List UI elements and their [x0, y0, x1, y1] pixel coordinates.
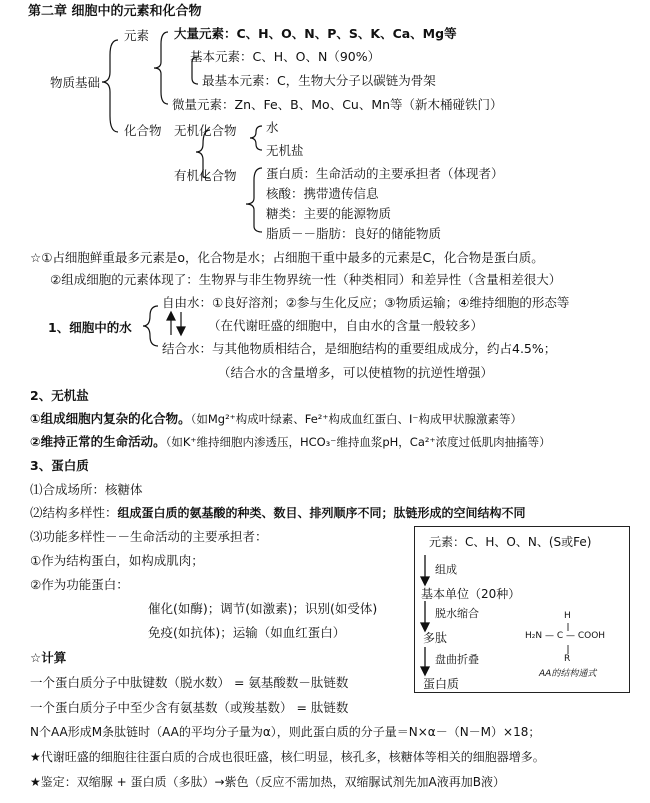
trace-elements: 微量元素：Zn、Fe、B、Mo、Cu、Mn等（新木桶碰铁门） — [172, 97, 503, 112]
calc-eq-2: 一个蛋白质分子中至少含有氨基数（或羧基数） = 肽链数 — [30, 700, 349, 715]
protein-diversity — [30, 505, 526, 521]
water-item: 水 — [266, 120, 279, 135]
salt-item: 无机盐 — [266, 143, 304, 158]
salt-line-2-detail: （如K⁺维持细胞内渗透压，HCO₃⁻维持血浆pH，Ca²⁺浓度过低肌肉抽搐等） — [165, 435, 551, 449]
functional-protein: ②作为功能蛋白： — [30, 577, 129, 592]
protein-function: ⑶功能多样性－－生命活动的主要承担者： — [30, 529, 268, 544]
salt-line-2-title: ②维持正常的生命活动。 — [30, 434, 166, 449]
formula-r: R — [564, 654, 571, 664]
box-dehydrate: 脱水缩合 — [435, 607, 479, 620]
tree-compounds: 化合物 — [124, 123, 162, 138]
free-water-note: （在代谢旺盛的细胞中，自由水的含量一般较多） — [208, 318, 484, 333]
formula-caption: AA的结构通式 — [539, 669, 597, 679]
salt-line-1 — [30, 411, 522, 427]
function-row-2: 免疫(如抗体)；运输（如血红蛋白） — [148, 625, 346, 640]
basic-elements: 基本元素：C、H、O、N（90%） — [190, 49, 381, 64]
protein-item: 蛋白质：生命活动的主要承担者（体现者） — [266, 166, 504, 181]
calc-heading: ☆计算 — [30, 650, 67, 665]
diversity-label: ⑵结构多样性： — [30, 505, 118, 520]
tree-elements: 元素 — [124, 28, 150, 43]
calc-identify: ★鉴定：双缩脲 + 蛋白质（多肽）→紫色（反应不需加热，双缩脲试剂先加A液再加B液） — [30, 775, 505, 789]
major-elements: 大量元素：C、H、O、N、P、S、K、Ca、Mg等 — [174, 26, 457, 41]
lipid-item: 脂质－－脂肪：良好的储能物质 — [266, 226, 442, 241]
calc-eq-1: 一个蛋白质分子中肽键数（脱水数） = 氨基酸数－肽链数 — [30, 675, 349, 690]
box-peptide: 多肽 — [423, 631, 448, 645]
salt-heading: 2、无机盐 — [30, 388, 89, 403]
structural-protein: ①作为结构蛋白，如构成肌肉； — [30, 553, 204, 568]
formula-main: H₂N — C — COOH — [525, 631, 606, 641]
box-compose: 组成 — [435, 563, 457, 576]
sugar-item: 糖类：主要的能源物质 — [266, 206, 392, 221]
free-water: 自由水：①良好溶剂；②参与生化反应；③物质运输；④维持细胞的形态等 — [162, 295, 570, 310]
protein-structure-box — [414, 526, 630, 693]
function-row-1: 催化(如酶)；调节(如激素)；识别(如受体) — [148, 601, 378, 616]
water-heading: 1、细胞中的水 — [48, 320, 132, 335]
chapter-title: 第二章 细胞中的元素和化合物 — [28, 4, 202, 19]
box-fold: 盘曲折叠 — [435, 653, 479, 666]
box-unit: 基本单位（20种） — [421, 587, 521, 601]
protein-heading: 3、蛋白质 — [30, 458, 89, 473]
bound-water-note: （结合水的含量增多，可以使植物的抗逆性增强） — [218, 365, 494, 380]
salt-line-1-title: ①组成细胞内复杂的化合物。 — [30, 411, 191, 426]
salt-line-1-detail: （如Mg²⁺构成叶绿素、Fe²⁺构成血红蛋白、I⁻构成甲状腺激素等） — [190, 412, 522, 426]
star-note-1: ☆①占细胞鲜重最多元素是o，化合物是水；占细胞干重中最多的元素是C，化合物是蛋白质。 — [30, 250, 544, 265]
bound-water: 结合水：与其他物质相结合，是细胞结构的重要组成成分，约占4.5%； — [162, 341, 557, 356]
protein-site: ⑴合成场所：核糖体 — [30, 482, 143, 497]
formula-h: H — [564, 611, 571, 621]
calc-eq-3: N个AA形成M条肽链时（AA的平均分子量为α），则此蛋白质的分子量＝N×α－（N－M）×18； — [30, 725, 541, 739]
inorganic-compounds: 无机化合物 — [174, 123, 237, 138]
salt-line-2 — [30, 434, 551, 450]
organic-compounds: 有机化合物 — [174, 168, 237, 183]
box-elements: 元素：C、H、O、N、(S或Fe) — [429, 535, 592, 549]
most-basic-element: 最基本元素：C，生物大分子以碳链为骨架 — [202, 73, 436, 88]
calc-active-cells: ★代谢旺盛的细胞往往蛋白质的合成也很旺盛，核仁明显，核孔多，核糖体等相关的细胞器增多。 — [30, 750, 545, 764]
tree-root: 物质基础 — [50, 75, 101, 90]
diversity-text: 组成蛋白质的氨基酸的种类、数目、排列顺序不同；肽链形成的空间结构不同 — [117, 506, 526, 520]
nucleic-item: 核酸：携带遗传信息 — [266, 186, 379, 201]
star-note-2: ②组成细胞的元素体现了：生物界与非生物界统一性（种类相同）和差异性（含量相差很大） — [50, 272, 562, 287]
box-protein: 蛋白质 — [423, 677, 460, 691]
